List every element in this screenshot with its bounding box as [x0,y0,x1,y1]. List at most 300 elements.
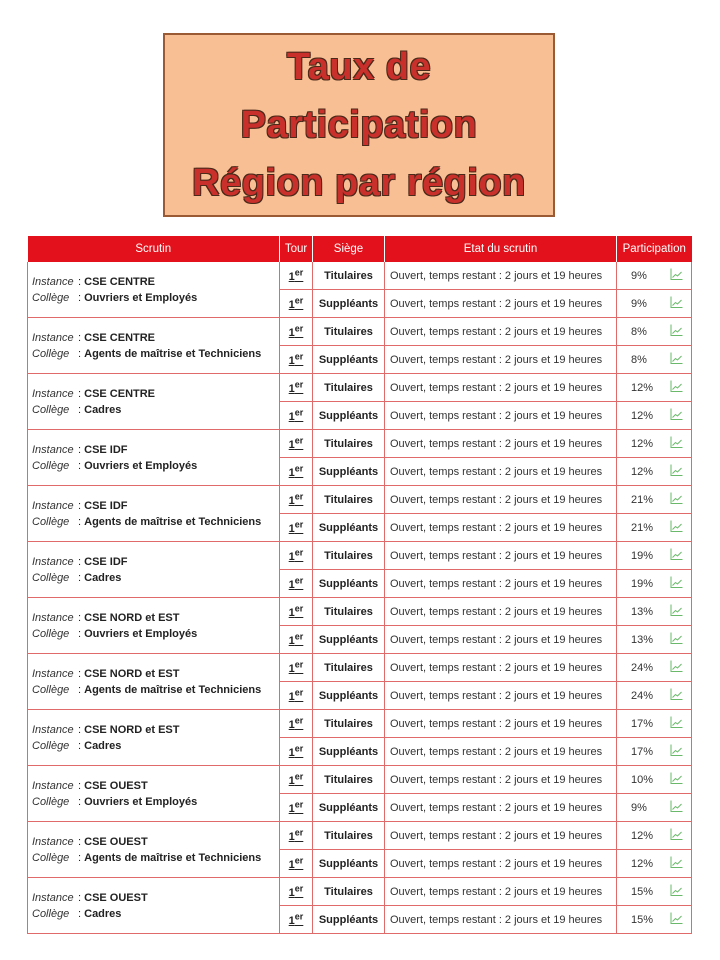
line-chart-icon[interactable] [670,268,683,280]
participation-value: 12% [631,437,654,450]
participation-cell [617,346,692,374]
siege-cell: Suppléants [313,514,385,542]
etat-cell: Ouvert, temps restant : 2 jours et 19 heures [385,794,617,822]
tour-link[interactable] [288,687,304,704]
instance-value: CSE IDF [84,443,128,456]
tour-suffix: er [294,295,304,306]
instance-label: Instance [32,723,74,736]
table-row [28,318,692,346]
college-line: Collège : Agents de maîtrise et Techniciens [32,851,262,864]
tour-suffix: er [294,631,304,642]
siege-cell: Titulaires [313,318,385,346]
college-value: Ouvriers et Employés [84,459,198,472]
college-line: Collège : Agents de maîtrise et Techniciens [32,347,262,360]
etat-cell: Ouvert, temps restant : 2 jours et 19 heures [385,710,617,738]
college-value: Cadres [84,571,122,584]
instance-line: Instance : CSE CENTRE [32,275,156,288]
tour-link[interactable] [288,323,304,340]
college-label: Collège [32,739,70,752]
instance-line: Instance : CSE NORD et EST [32,723,180,736]
college-line: Collège : Agents de maîtrise et Techniciens [32,515,262,528]
college-value: Ouvriers et Employés [84,795,198,808]
instance-line: Instance : CSE NORD et EST [32,611,180,624]
column-header-tour[interactable]: Tour [280,236,313,262]
participation-cell [617,906,692,934]
column-header-scrutin[interactable]: Scrutin [28,236,280,262]
participation-cell [617,542,692,570]
line-chart-icon[interactable] [670,604,683,616]
line-chart-icon[interactable] [670,380,683,392]
tour-number: 1 [288,411,295,424]
college-line: Collège : Cadres [32,403,122,416]
participation-cell [617,374,692,402]
tour-suffix: er [294,855,304,866]
instance-value: CSE OUEST [84,835,148,848]
participation-value: 21% [631,493,654,506]
siege-cell: Suppléants [313,850,385,878]
tour-number: 1 [288,495,295,508]
siege-cell: Titulaires [313,822,385,850]
siege-cell: Titulaires [313,262,385,290]
college-line: Collège : Agents de maîtrise et Techniciens [32,683,262,696]
instance-label: Instance [32,667,74,680]
tour-link[interactable] [288,659,304,676]
tour-suffix: er [294,379,304,390]
instance-label: Instance [32,555,74,568]
tour-link[interactable] [288,491,304,508]
scrutin-cell [28,374,280,430]
siege-cell: Suppléants [313,402,385,430]
tour-link[interactable] [288,295,304,312]
participation-cell [617,486,692,514]
line-chart-icon[interactable] [670,296,683,308]
etat-cell: Ouvert, temps restant : 2 jours et 19 heures [385,486,617,514]
etat-cell: Ouvert, temps restant : 2 jours et 19 heures [385,374,617,402]
college-value: Cadres [84,739,122,752]
line-chart-icon[interactable] [670,520,683,532]
line-chart-icon[interactable] [670,324,683,336]
scrutin-cell [28,486,280,542]
tour-cell[interactable] [280,710,313,738]
scrutin-cell [28,430,280,486]
participation-value: 12% [631,465,654,478]
college-label: Collège [32,459,70,472]
tour-cell[interactable] [280,374,313,402]
participation-value: 12% [631,857,654,870]
participation-value: 12% [631,381,654,394]
etat-cell: Ouvert, temps restant : 2 jours et 19 heures [385,626,617,654]
etat-cell: Ouvert, temps restant : 2 jours et 19 heures [385,878,617,906]
siege-cell: Titulaires [313,542,385,570]
instance-label: Instance [32,387,74,400]
line-chart-icon[interactable] [670,408,683,420]
tour-cell[interactable] [280,654,313,682]
column-header-siege[interactable]: Siège [313,236,385,262]
tour-cell[interactable] [280,822,313,850]
tour-cell[interactable] [280,906,313,934]
participation-cell [617,710,692,738]
college-value: Agents de maîtrise et Techniciens [84,347,262,360]
tour-number: 1 [288,551,295,564]
college-line: Collège : Ouvriers et Employés [32,627,198,640]
tour-cell[interactable] [280,514,313,542]
instance-label: Instance [32,835,74,848]
instance-value: CSE IDF [84,499,128,512]
participation-value: 24% [631,689,654,702]
college-line: Collège : Cadres [32,907,122,920]
tour-number: 1 [288,523,295,536]
participation-cell [617,402,692,430]
tour-cell[interactable] [280,262,313,290]
participation-cell [617,682,692,710]
tour-cell[interactable] [280,542,313,570]
title-banner [163,33,555,217]
etat-cell: Ouvert, temps restant : 2 jours et 19 heures [385,682,617,710]
tour-cell[interactable] [280,626,313,654]
etat-cell: Ouvert, temps restant : 2 jours et 19 heures [385,906,617,934]
tour-number: 1 [288,607,295,620]
column-header-participation[interactable]: Participation [617,236,692,262]
line-chart-icon[interactable] [670,772,683,784]
siege-cell: Suppléants [313,906,385,934]
tour-cell[interactable] [280,598,313,626]
etat-cell: Ouvert, temps restant : 2 jours et 19 heures [385,458,617,486]
participation-cell [617,850,692,878]
siege-cell: Suppléants [313,626,385,654]
college-label: Collège [32,571,70,584]
instance-line: Instance : CSE CENTRE [32,331,156,344]
tour-link[interactable] [288,575,304,592]
tour-suffix: er [294,491,304,502]
line-chart-icon[interactable] [670,436,683,448]
etat-cell: Ouvert, temps restant : 2 jours et 19 heures [385,766,617,794]
tour-link[interactable] [288,267,304,284]
college-label: Collège [32,515,70,528]
instance-label: Instance [32,499,74,512]
line-chart-icon[interactable] [670,856,683,868]
scrutin-cell [28,822,280,878]
line-chart-icon[interactable] [670,464,683,476]
tour-cell[interactable] [280,850,313,878]
participation-value: 12% [631,409,654,422]
tour-suffix: er [294,267,304,278]
college-label: Collège [32,851,70,864]
participation-value: 15% [631,913,654,926]
participation-cell [617,262,692,290]
participation-value: 17% [631,745,654,758]
title-line-2: Participation [240,104,478,146]
line-chart-icon[interactable] [670,744,683,756]
tour-cell[interactable] [280,458,313,486]
tour-number: 1 [288,467,295,480]
tour-cell[interactable] [280,318,313,346]
participation-table [27,236,692,934]
tour-link[interactable] [288,407,304,424]
tour-cell[interactable] [280,486,313,514]
etat-cell: Ouvert, temps restant : 2 jours et 19 heures [385,346,617,374]
etat-cell: Ouvert, temps restant : 2 jours et 19 heures [385,402,617,430]
etat-cell: Ouvert, temps restant : 2 jours et 19 heures [385,318,617,346]
participation-cell [617,570,692,598]
scrutin-cell [28,318,280,374]
college-line: Collège : Ouvriers et Employés [32,795,198,808]
tour-cell[interactable] [280,682,313,710]
participation-value: 19% [631,577,654,590]
etat-cell: Ouvert, temps restant : 2 jours et 19 heures [385,290,617,318]
siege-cell: Titulaires [313,598,385,626]
tour-number: 1 [288,775,295,788]
college-line: Collège : Ouvriers et Employés [32,291,198,304]
tour-number: 1 [288,383,295,396]
siege-cell: Titulaires [313,486,385,514]
tour-suffix: er [294,799,304,810]
participation-value: 10% [631,773,654,786]
participation-value: 13% [631,605,654,618]
participation-value: 19% [631,549,654,562]
participation-cell [617,290,692,318]
scrutin-cell [28,262,280,318]
etat-cell: Ouvert, temps restant : 2 jours et 19 heures [385,430,617,458]
etat-cell: Ouvert, temps restant : 2 jours et 19 heures [385,598,617,626]
line-chart-icon[interactable] [670,716,683,728]
etat-cell: Ouvert, temps restant : 2 jours et 19 heures [385,570,617,598]
college-value: Ouvriers et Employés [84,627,198,640]
table-row [28,710,692,738]
instance-label: Instance [32,611,74,624]
participation-value: 9% [631,297,647,310]
scrutin-cell [28,710,280,766]
participation-cell [617,738,692,766]
line-chart-icon[interactable] [670,828,683,840]
tour-suffix: er [294,827,304,838]
tour-cell[interactable] [280,878,313,906]
participation-cell [617,766,692,794]
college-value: Cadres [84,403,122,416]
instance-line: Instance : CSE OUEST [32,779,148,792]
instance-line: Instance : CSE OUEST [32,891,148,904]
instance-value: CSE CENTRE [84,331,156,344]
instance-line: Instance : CSE CENTRE [32,387,156,400]
siege-cell: Suppléants [313,738,385,766]
instance-value: CSE NORD et EST [84,723,180,736]
instance-line: Instance : CSE OUEST [32,835,148,848]
participation-cell [617,654,692,682]
tour-number: 1 [288,635,295,648]
instance-line: Instance : CSE IDF [32,555,128,568]
tour-number: 1 [288,747,295,760]
tour-link[interactable] [288,743,304,760]
tour-suffix: er [294,519,304,530]
tour-link[interactable] [288,771,304,788]
etat-cell: Ouvert, temps restant : 2 jours et 19 heures [385,262,617,290]
table-row [28,598,692,626]
instance-value: CSE OUEST [84,891,148,904]
tour-suffix: er [294,771,304,782]
tour-link[interactable] [288,911,304,928]
tour-link[interactable] [288,547,304,564]
participation-value: 15% [631,885,654,898]
tour-suffix: er [294,435,304,446]
siege-cell: Titulaires [313,654,385,682]
college-label: Collège [32,683,70,696]
line-chart-icon[interactable] [670,800,683,812]
instance-line: Instance : CSE IDF [32,499,128,512]
college-value: Agents de maîtrise et Techniciens [84,851,262,864]
college-label: Collège [32,907,70,920]
tour-cell[interactable] [280,794,313,822]
title-line-3: Région par région [192,162,526,204]
scrutin-cell [28,766,280,822]
table-row [28,542,692,570]
tour-number: 1 [288,831,295,844]
tour-number: 1 [288,579,295,592]
siege-cell: Suppléants [313,458,385,486]
etat-cell: Ouvert, temps restant : 2 jours et 19 heures [385,850,617,878]
scrutin-cell [28,598,280,654]
siege-cell: Suppléants [313,794,385,822]
participation-value: 8% [631,325,647,338]
line-chart-icon[interactable] [670,660,683,672]
tour-link[interactable] [288,379,304,396]
line-chart-icon[interactable] [670,352,683,364]
tour-number: 1 [288,915,295,928]
college-line: Collège : Cadres [32,571,122,584]
siege-cell: Titulaires [313,766,385,794]
tour-number: 1 [288,691,295,704]
line-chart-icon[interactable] [670,688,683,700]
instance-value: CSE CENTRE [84,387,156,400]
participation-value: 8% [631,353,647,366]
instance-label: Instance [32,443,74,456]
line-chart-icon[interactable] [670,576,683,588]
scrutin-cell [28,654,280,710]
tour-link[interactable] [288,715,304,732]
participation-value: 9% [631,801,647,814]
siege-cell: Titulaires [313,374,385,402]
table-row [28,262,692,290]
participation-value: 17% [631,717,654,730]
line-chart-icon[interactable] [670,912,683,924]
participation-value: 12% [631,829,654,842]
tour-number: 1 [288,719,295,732]
tour-link[interactable] [288,519,304,536]
college-label: Collège [32,291,70,304]
tour-cell[interactable] [280,738,313,766]
tour-number: 1 [288,439,295,452]
college-line: Collège : Ouvriers et Employés [32,459,198,472]
participation-value: 13% [631,633,654,646]
participation-cell [617,878,692,906]
instance-value: CSE CENTRE [84,275,156,288]
instance-line: Instance : CSE IDF [32,443,128,456]
college-label: Collège [32,347,70,360]
scrutin-cell [28,878,280,934]
instance-label: Instance [32,275,74,288]
tour-link[interactable] [288,827,304,844]
tour-number: 1 [288,887,295,900]
participation-value: 9% [631,269,647,282]
instance-value: CSE OUEST [84,779,148,792]
instance-label: Instance [32,331,74,344]
tour-link[interactable] [288,799,304,816]
table-row [28,486,692,514]
college-label: Collège [32,403,70,416]
siege-cell: Titulaires [313,878,385,906]
etat-cell: Ouvert, temps restant : 2 jours et 19 heures [385,514,617,542]
tour-suffix: er [294,323,304,334]
tour-link[interactable] [288,883,304,900]
etat-cell: Ouvert, temps restant : 2 jours et 19 heures [385,542,617,570]
siege-cell: Suppléants [313,290,385,318]
title-line-1: Taux de [286,46,432,88]
participation-cell [617,598,692,626]
tour-suffix: er [294,351,304,362]
siege-cell: Suppléants [313,682,385,710]
etat-cell: Ouvert, temps restant : 2 jours et 19 heures [385,822,617,850]
tour-suffix: er [294,407,304,418]
siege-cell: Suppléants [313,346,385,374]
tour-suffix: er [294,743,304,754]
college-label: Collège [32,627,70,640]
tour-link[interactable] [288,463,304,480]
tour-number: 1 [288,663,295,676]
siege-cell: Titulaires [313,430,385,458]
tour-suffix: er [294,463,304,474]
tour-cell[interactable] [280,570,313,598]
table-header-row [28,236,692,262]
tour-number: 1 [288,327,295,340]
line-chart-icon[interactable] [670,492,683,504]
column-header-etat[interactable]: Etat du scrutin [385,236,617,262]
instance-value: CSE NORD et EST [84,611,180,624]
tour-suffix: er [294,687,304,698]
participation-cell [617,318,692,346]
tour-number: 1 [288,299,295,312]
scrutin-cell [28,542,280,598]
instance-label: Instance [32,891,74,904]
tour-suffix: er [294,911,304,922]
college-label: Collège [32,795,70,808]
table-row [28,654,692,682]
tour-link[interactable] [288,855,304,872]
table-row [28,766,692,794]
instance-value: CSE NORD et EST [84,667,180,680]
tour-link[interactable] [288,435,304,452]
tour-link[interactable] [288,351,304,368]
tour-cell[interactable] [280,766,313,794]
table-row [28,374,692,402]
line-chart-icon[interactable] [670,548,683,560]
tour-cell[interactable] [280,430,313,458]
tour-suffix: er [294,715,304,726]
line-chart-icon[interactable] [670,884,683,896]
participation-cell [617,458,692,486]
participation-cell [617,794,692,822]
line-chart-icon[interactable] [670,632,683,644]
tour-cell[interactable] [280,346,313,374]
tour-link[interactable] [288,631,304,648]
tour-number: 1 [288,859,295,872]
participation-value: 24% [631,661,654,674]
siege-cell: Titulaires [313,710,385,738]
tour-link[interactable] [288,603,304,620]
tour-cell[interactable] [280,402,313,430]
table-row [28,822,692,850]
tour-suffix: er [294,547,304,558]
instance-label: Instance [32,779,74,792]
college-value: Agents de maîtrise et Techniciens [84,515,262,528]
tour-cell[interactable] [280,290,313,318]
